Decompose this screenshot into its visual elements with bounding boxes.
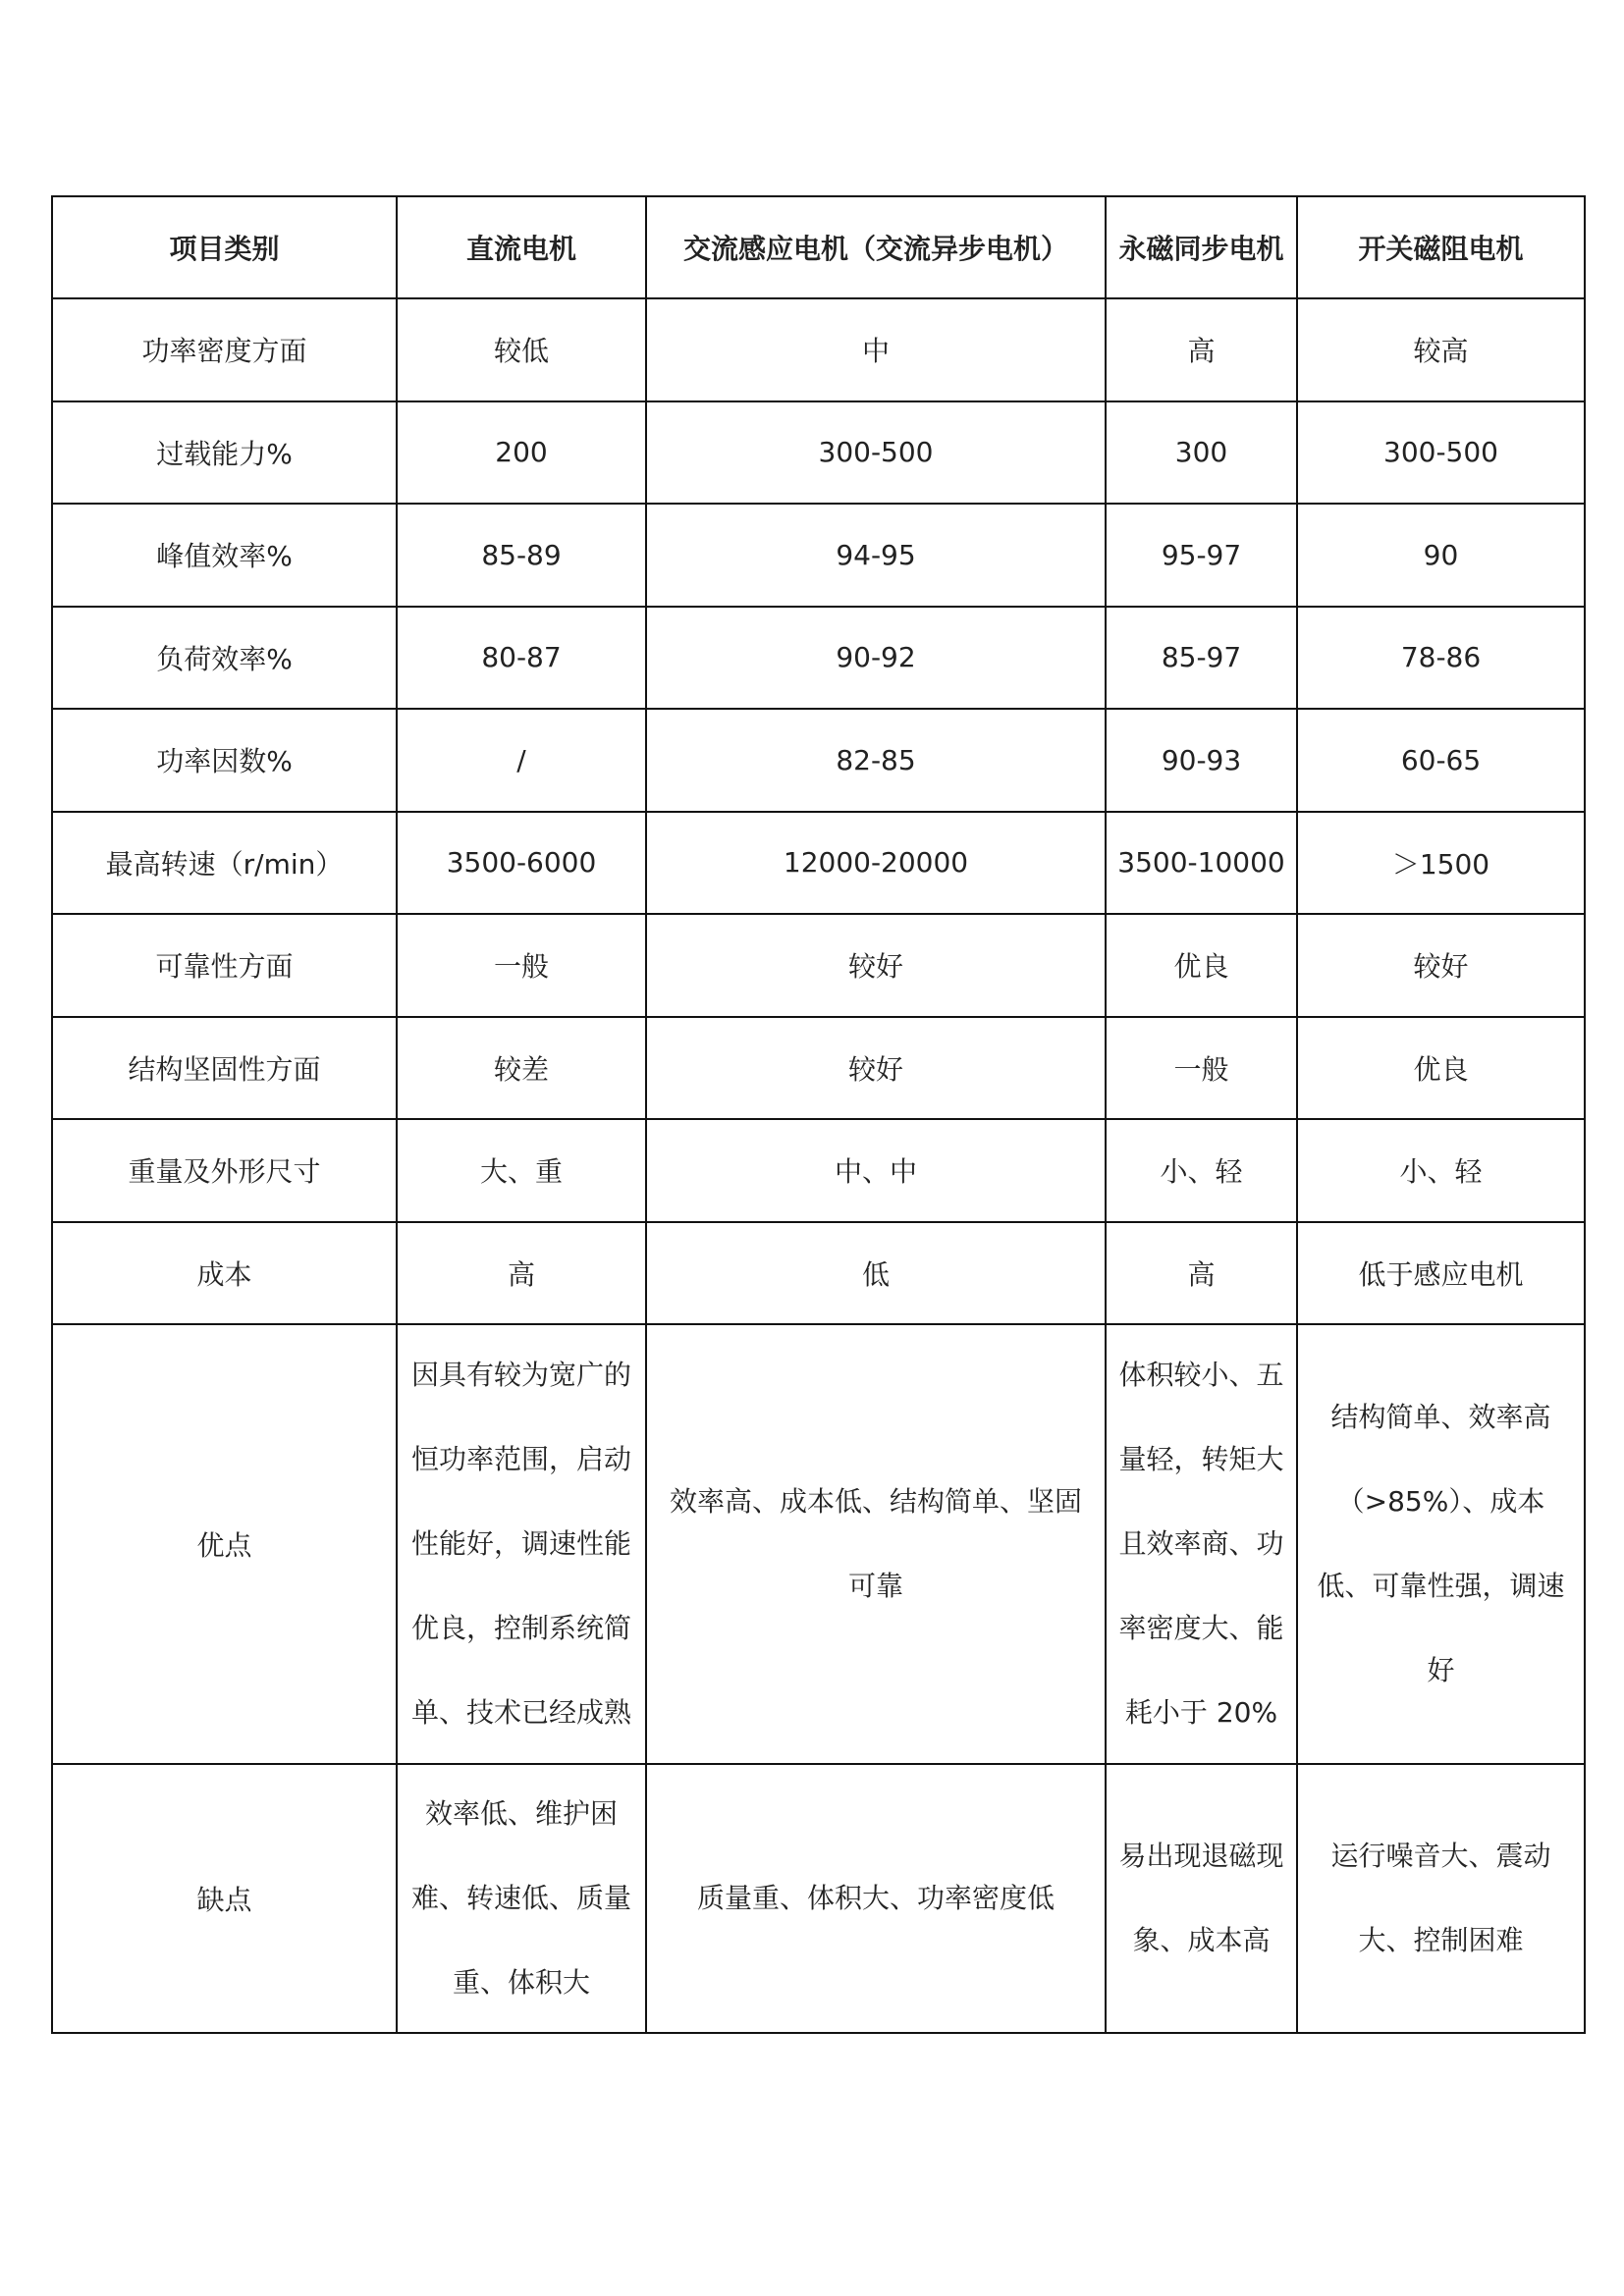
- cell-line: 且效率商、功: [1118, 1527, 1284, 1560]
- header-row: [52, 196, 1585, 298]
- cell-category: 过载能力%: [52, 401, 397, 505]
- cell-ac: 300-500: [646, 401, 1106, 505]
- cell-pm: 90-93: [1106, 709, 1297, 812]
- cell-sr: ＞1500: [1297, 812, 1585, 915]
- table-row: [52, 1222, 1585, 1325]
- cell-ac: [646, 1324, 1106, 1764]
- cell-line: 恒功率范围，启动: [410, 1443, 631, 1475]
- table-row: [52, 1017, 1585, 1120]
- cell-dc: 较低: [397, 298, 646, 401]
- header-dc-motor: 直流电机: [397, 196, 646, 298]
- cell-dc: 3500-6000: [397, 812, 646, 915]
- cell-ac: 94-95: [646, 504, 1106, 607]
- cell-pm: [1106, 1324, 1297, 1764]
- cell-sr: 78-86: [1297, 607, 1585, 710]
- cell-sr: 90: [1297, 504, 1585, 607]
- cell-ac: 低: [646, 1222, 1106, 1325]
- cell-sr: [1297, 1764, 1585, 2033]
- cell-category: 功率因数%: [52, 709, 397, 812]
- cell-category: 成本: [52, 1222, 397, 1325]
- cell-category: 峰值效率%: [52, 504, 397, 607]
- cell-sr: 低于感应电机: [1297, 1222, 1585, 1325]
- cell-category: 可靠性方面: [52, 914, 397, 1017]
- table-row: [52, 504, 1585, 607]
- table-row: [52, 914, 1585, 1017]
- cell-pm: 300: [1106, 401, 1297, 505]
- cell-line: 量轻，转矩大: [1118, 1443, 1284, 1475]
- cell-line: 因具有较为宽广的: [410, 1359, 631, 1391]
- motor-comparison-table: [51, 195, 1586, 2034]
- cell-category: 优点: [52, 1324, 397, 1764]
- cell-pm: 85-97: [1106, 607, 1297, 710]
- cell-line: 重、体积大: [452, 1966, 590, 1999]
- cell-dc: 大、重: [397, 1119, 646, 1222]
- cell-category: 最高转速（r/min）: [52, 812, 397, 915]
- cell-line: 性能好，调速性能: [410, 1527, 631, 1560]
- cell-dc: 较差: [397, 1017, 646, 1120]
- cell-pm: 95-97: [1106, 504, 1297, 607]
- advantages-row: [52, 1324, 1585, 1764]
- cell-category: 缺点: [52, 1764, 397, 2033]
- cell-sr: 较高: [1297, 298, 1585, 401]
- cell-pm: 优良: [1106, 914, 1297, 1017]
- table-row: [52, 607, 1585, 710]
- cell-line: 质量重、体积大、功率密度低: [696, 1882, 1055, 1914]
- header-pm-sync-motor: 永磁同步电机: [1106, 196, 1297, 298]
- table-row: [52, 1119, 1585, 1222]
- cell-category: 重量及外形尺寸: [52, 1119, 397, 1222]
- cell-line: 率密度大、能: [1118, 1612, 1284, 1644]
- cell-ac: 中: [646, 298, 1106, 401]
- cell-line: 效率高、成本低、结构简单、坚固: [669, 1485, 1082, 1518]
- cell-dc: 85-89: [397, 504, 646, 607]
- cell-pm: 3500-10000: [1106, 812, 1297, 915]
- cell-ac: 82-85: [646, 709, 1106, 812]
- cell-line: 可靠: [847, 1570, 903, 1602]
- cell-line: 单、技术已经成熟: [410, 1696, 631, 1729]
- cell-line: 大、控制困难: [1358, 1924, 1524, 1956]
- cell-dc: 80-87: [397, 607, 646, 710]
- cell-line: 效率低、维护困: [424, 1797, 618, 1830]
- cell-sr: 小、轻: [1297, 1119, 1585, 1222]
- cell-line: 易出现退磁现: [1118, 1840, 1284, 1872]
- header-category: 项目类别: [52, 196, 397, 298]
- cell-sr: [1297, 1324, 1585, 1764]
- cell-category: 结构坚固性方面: [52, 1017, 397, 1120]
- cell-sr: 较好: [1297, 914, 1585, 1017]
- cell-dc: [397, 1324, 646, 1764]
- cell-sr: 优良: [1297, 1017, 1585, 1120]
- header-sr-motor: 开关磁阻电机: [1297, 196, 1585, 298]
- cell-sr: 60-65: [1297, 709, 1585, 812]
- header-ac-induction-motor: 交流感应电机（交流异步电机）: [646, 196, 1106, 298]
- table-row: [52, 812, 1585, 915]
- cell-dc: 高: [397, 1222, 646, 1325]
- cell-line: 结构简单、效率高: [1330, 1401, 1551, 1433]
- table-row: [52, 298, 1585, 401]
- cell-category: 功率密度方面: [52, 298, 397, 401]
- cell-line: 体积较小、五: [1118, 1359, 1284, 1391]
- cell-pm: 一般: [1106, 1017, 1297, 1120]
- cell-line: （>85%）、成本: [1336, 1485, 1545, 1518]
- table-row: [52, 709, 1585, 812]
- cell-ac: 12000-20000: [646, 812, 1106, 915]
- cell-pm: 小、轻: [1106, 1119, 1297, 1222]
- cell-pm: 高: [1106, 1222, 1297, 1325]
- cell-ac: 中、中: [646, 1119, 1106, 1222]
- cell-line: 好: [1427, 1654, 1455, 1686]
- cell-dc: [397, 1764, 646, 2033]
- cell-ac: 90-92: [646, 607, 1106, 710]
- cell-category: 负荷效率%: [52, 607, 397, 710]
- cell-line: 优良，控制系统简: [410, 1612, 631, 1644]
- cell-line: 难、转速低、质量: [410, 1882, 631, 1914]
- cell-line: 耗小于 20%: [1124, 1696, 1278, 1729]
- cell-ac: 较好: [646, 1017, 1106, 1120]
- cell-line: 低、可靠性强，调速: [1317, 1570, 1565, 1602]
- cell-ac: [646, 1764, 1106, 2033]
- cell-dc: 一般: [397, 914, 646, 1017]
- disadvantages-row: [52, 1764, 1585, 2033]
- cell-pm: 高: [1106, 298, 1297, 401]
- cell-pm: [1106, 1764, 1297, 2033]
- cell-dc: /: [397, 709, 646, 812]
- cell-ac: 较好: [646, 914, 1106, 1017]
- cell-line: 象、成本高: [1132, 1924, 1271, 1956]
- table-row: [52, 401, 1585, 505]
- cell-dc: 200: [397, 401, 646, 505]
- cell-sr: 300-500: [1297, 401, 1585, 505]
- cell-line: 运行噪音大、震动: [1330, 1840, 1551, 1872]
